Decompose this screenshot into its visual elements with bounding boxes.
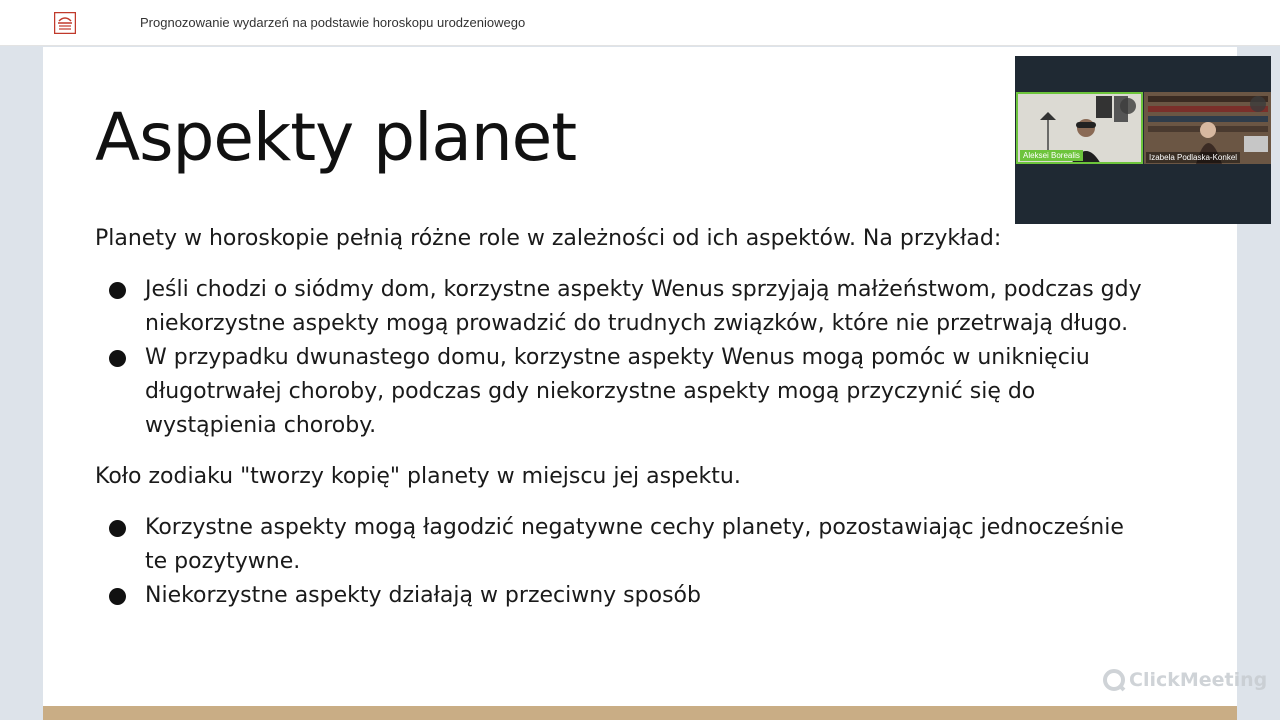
list-item-line: długotrwałej choroby, podczas gdy niekorzystne aspekty mogą przyczynić się do [145, 379, 1036, 404]
list-item-line: niekorzystne aspekty mogą prowadzić do trudnych związków, które nie przetrwają długo. [145, 311, 1129, 336]
webinar-title: Prognozowanie wydarzeń na podstawie horoskopu urodzeniowego [140, 15, 526, 30]
video-tile-host[interactable] [1016, 92, 1143, 164]
video-tile-participant[interactable] [1144, 92, 1271, 164]
list-item [109, 341, 1189, 443]
bullet-icon [109, 588, 126, 605]
list-item-line: te pozytywne. [145, 549, 301, 574]
microphone-icon[interactable] [1250, 96, 1266, 112]
slide-second-paragraph: Koło zodiaku "tworzy kopię" planety w miejscu jej aspektu. [95, 464, 741, 489]
microphone-icon[interactable] [1120, 98, 1136, 114]
bullet-icon [109, 282, 126, 299]
list-item-line: Niekorzystne aspekty działają w przeciwny sposób [145, 583, 701, 608]
bullet-icon [109, 520, 126, 537]
list-item-line: Korzystne aspekty mogą łagodzić negatywne cechy planety, pozostawiając jednocześnie [145, 515, 1124, 540]
slide-intro-paragraph: Planety w horoskopie pełnią różne role w zależności od ich aspektów. Na przykład: [95, 226, 1002, 251]
list-item-line: wystąpienia choroby. [145, 413, 377, 438]
video-panel[interactable] [1015, 56, 1271, 224]
top-bar [0, 0, 1280, 46]
clickmeeting-watermark [1102, 668, 1267, 692]
participant-name: Izabela Podlaska-Konkel [1146, 152, 1240, 163]
clickmeeting-logo-icon [1102, 668, 1126, 692]
list-item-line: Jeśli chodzi o siódmy dom, korzystne aspekty Wenus sprzyjają małżeństwom, podczas gdy [145, 277, 1142, 302]
list-item [109, 273, 1189, 341]
list-item [109, 579, 1189, 613]
slide-accent-bar [43, 706, 1237, 720]
app-logo-icon [54, 12, 76, 34]
bullet-icon [109, 350, 126, 367]
watermark-text: ClickMeeting [1129, 669, 1268, 691]
list-item [109, 511, 1189, 579]
list-item-line: W przypadku dwunastego domu, korzystne aspekty Wenus mogą pomóc w uniknięciu [145, 345, 1090, 370]
participant-name: Aleksei Borealis [1020, 150, 1083, 161]
slide-title: Aspekty planet [95, 99, 577, 176]
